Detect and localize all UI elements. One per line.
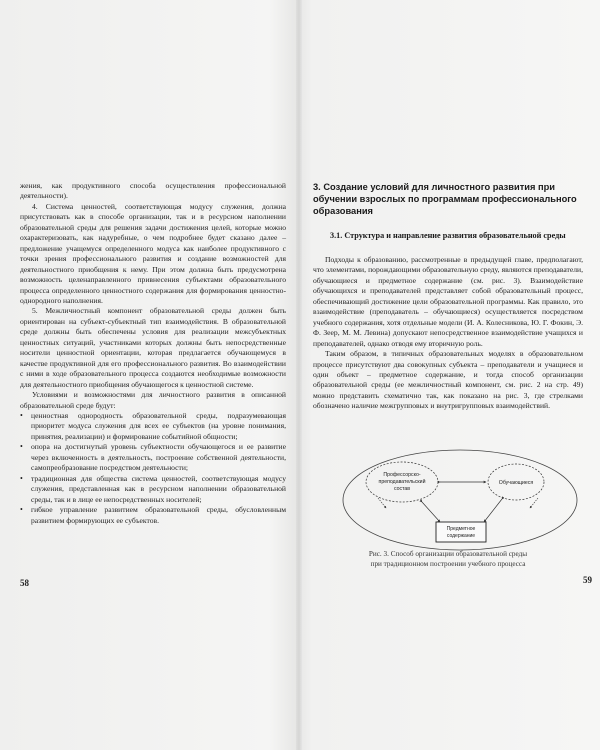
conditions-list — [20, 411, 286, 526]
teachers-label-line3: состав — [393, 486, 411, 492]
left-page-text — [20, 181, 286, 526]
paragraph: Таким образом, в типичных образовательных моделях в образовательном процессе присутствуют два совокупных субъекта – преподаватели и учащиеся и один объект – предметное содержание, и тогда способ организации образовательной среды (ее межличностный компонент, см. рис. 2 на стр. 49) можно представить схематично так, как показано на рис. 3, где стрелками обозначено наличие межгрупповых и внутригрупповых взаимодействий. — [313, 349, 583, 411]
list-item: • ценностная однородность образовательной среды, подразумевающая приоритет модуса служения для всех ее субъектов (на уровне понимания, принятия, реализации) и формирование событийной общности; — [20, 411, 286, 442]
caption-line: при традиционном построении учебного процесса — [370, 559, 526, 568]
content-label-line1: Предметное — [446, 526, 476, 532]
paragraph: 4. Система ценностей, соответствующая модусу служения, должна присутствовать как в способе организации, так и в ресурсном наполнении образовательной среды для решения задачи достижения целей, которые можно охарактеризовать, как надуребные, о чем подробнее будет сказано далее – предложение учащемуся определенного модуса как наиболее продуктивного с точки зрения профессионального развития и создание возможностей для деятельностного приобщения к нему. При этом должна быть предусмотрена возможность целенаправленного привнесения субъектами образовательного процесса определенного ценностного содержания для формирования ценностно-однородного наполнения. — [20, 201, 286, 305]
paragraph: 5. Межличностный компонент образовательной среды должен быть ориентирован на субъект-субъектный тип взаимодействия. В образовательной среде должны быть обеспечены условия для реализации межсубъектных ценностных ситуаций, участниками которых должны быть непосредственные носители ценностной ориентации, которая предлагается обучающемуся в качестве продуктивной для его профессионального развития. Во взаимодействии с ними в ходе образовательного процесса создаются необходимые возможности для деятельностного приобщения обучающегося к ценностной системе. — [20, 306, 286, 389]
content-label-line2: содержание — [446, 533, 476, 539]
page-number-right: 59 — [583, 575, 592, 585]
students-label: Обучающиеся — [498, 480, 534, 486]
caption-line: Рис. 3. Способ организации образовательной среды — [368, 550, 528, 558]
list-item: • гибкое управление развитием образовательной среды, обусловленным развитием формирующих ее субъектов. — [20, 505, 286, 526]
page-number-left: 58 — [20, 578, 29, 588]
paragraph: Подходы к образованию, рассмотренные в предыдущей главе, предполагают, что элементами, порождающими образовательную среду, являются преподаватели, обучающиеся и предметное содержание (см. рис. 3). Взаимодействие обучающихся и преподавателей представляет собой образовательный процесс, обеспечивающий достижение цели образовательной программы. Как правило, это взаимодействие (преподаватель – обучающиеся) осуществляется посредством учебного содержания, хотя отдельные модели (И. А. Колесникова, Ю. Г. Фокин, Э. Ф. Зеер, М. М. Левина) допускают непосредственное взаимодействие учащихся и преподавателей, однако отводя ему вторичную роль. — [313, 255, 583, 348]
list-item: • опора на достигнутый уровень субъектности обучающегося и ее развитие через включенность в деятельность, построение собственной деятельности, самопреобразование посредством деятельности; — [20, 442, 286, 473]
figure-diagram — [340, 448, 580, 558]
right-page-text — [313, 255, 583, 412]
arrow-teachers-internal — [378, 498, 386, 508]
arrow-students-internal — [530, 498, 538, 508]
list-item: • традиционная для общества система ценностей, соответствующая модусу служения, представленная как в ресурсном наполнении образовательной среды, так и в лице ее непосредственных носителей; — [20, 474, 286, 505]
paragraph: Условиями и возможностями для личностного развития в описанной образовательной среде будут: — [20, 390, 286, 410]
section-title: 3.1. Структура и направление развития образовательной среды — [330, 231, 566, 240]
figure-caption — [313, 550, 583, 569]
arrow-teachers-content — [422, 502, 440, 522]
chapter-title: 3. Создание условий для личностного развития при обучении взрослых по программам профессионального образования — [313, 182, 577, 217]
paragraph: жения, как продуктивного способа осуществления профессиональной деятельности). — [20, 181, 286, 201]
left-page — [0, 0, 296, 750]
arrow-students-content — [484, 499, 502, 522]
teachers-label-line1: Профессорско- — [383, 472, 421, 478]
book-gutter — [296, 0, 302, 750]
content-node — [436, 522, 486, 542]
teachers-label-line2: преподавательский — [378, 479, 426, 485]
